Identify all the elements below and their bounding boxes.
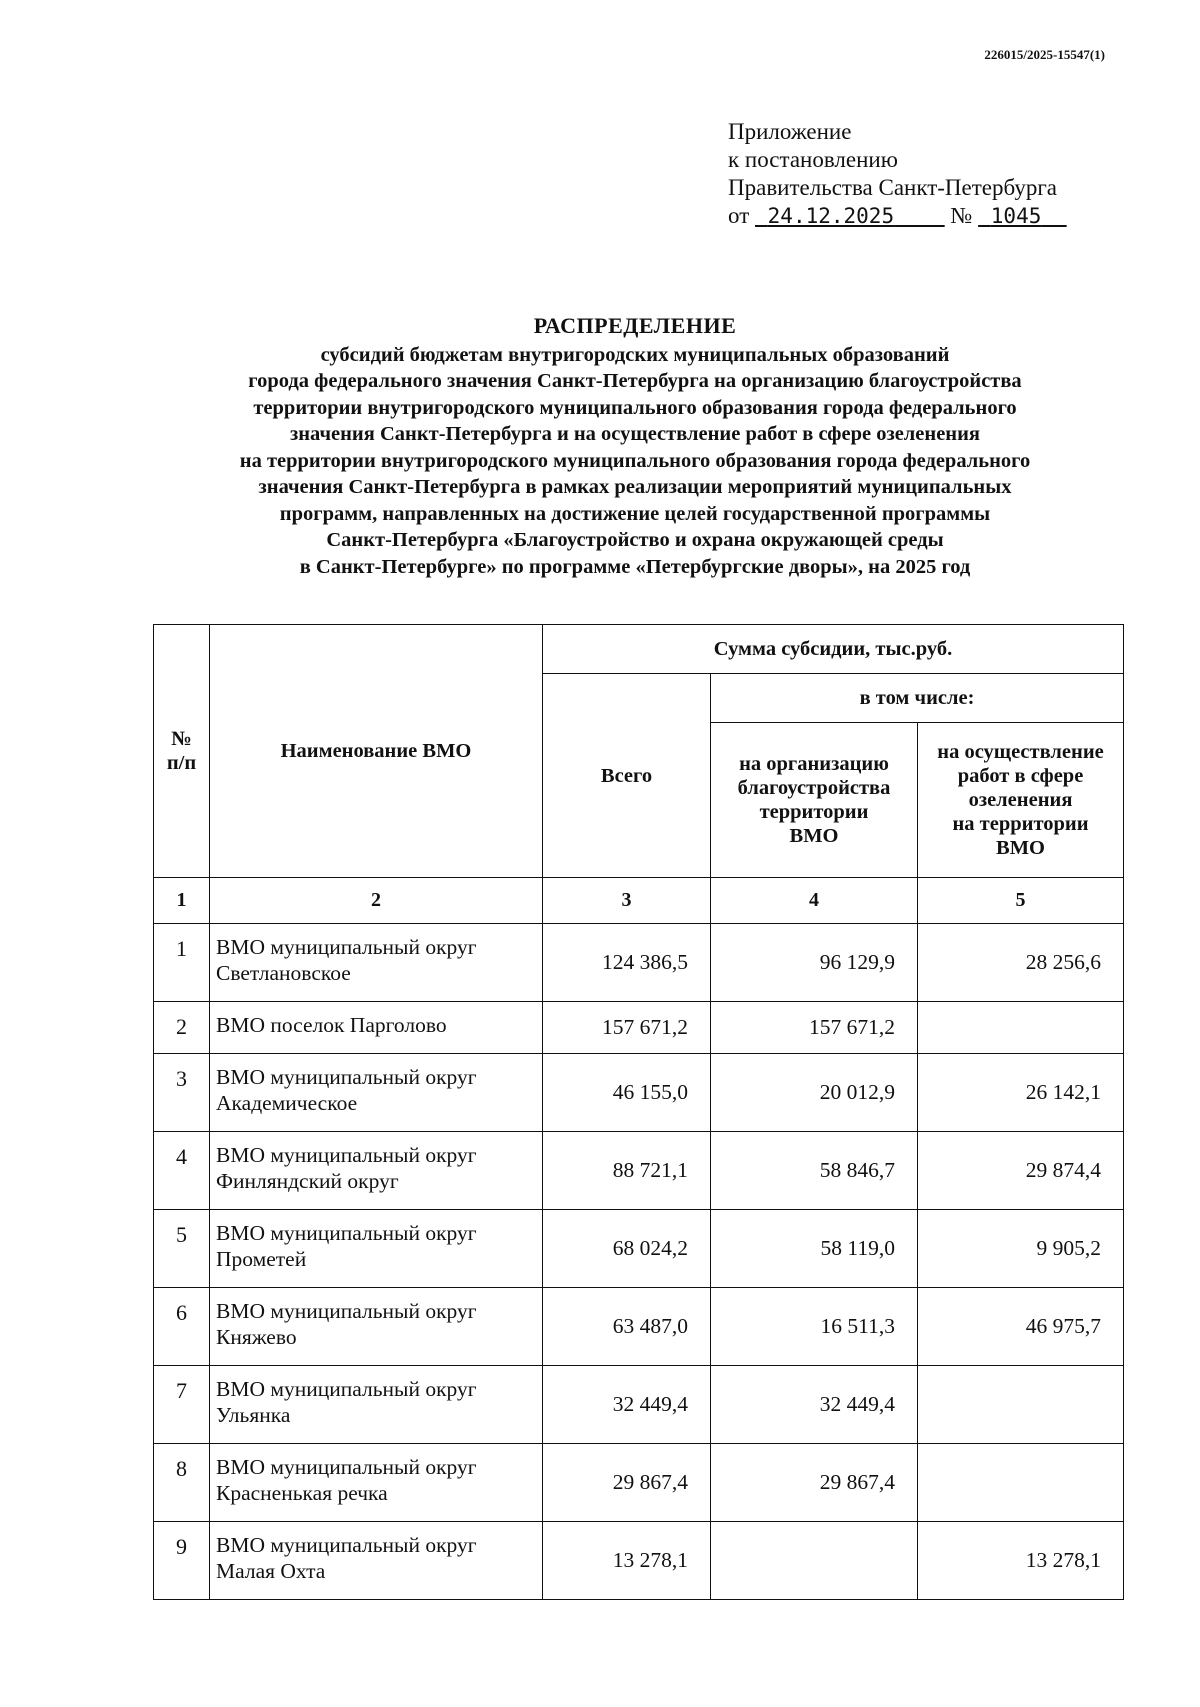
document-id: 226015/2025-15547(1) (984, 47, 1105, 62)
municipality-name: ВМО муниципальный округ Малая Охта (210, 1522, 543, 1600)
organization-amount: 32 449,4 (711, 1366, 918, 1444)
organization-amount: 58 846,7 (711, 1132, 918, 1210)
total-amount: 32 449,4 (543, 1366, 711, 1444)
municipality-name: ВМО муниципальный округ Княжево (210, 1288, 543, 1366)
appendix-line-1: Приложение (728, 119, 852, 144)
table-row (154, 1132, 1124, 1210)
municipality-name: ВМО муниципальный округ Прометей (210, 1210, 543, 1288)
index-cell: 2 (210, 878, 543, 924)
municipality-name: ВМО муниципальный округ Академическое (210, 1054, 543, 1132)
organization-amount: 96 129,9 (711, 924, 918, 1002)
greening-amount: 26 142,1 (918, 1054, 1124, 1132)
row-number: 5 (154, 1210, 210, 1288)
greening-amount: 46 975,7 (918, 1288, 1124, 1366)
header-sum: Сумма субсидии, тыс.руб. (543, 625, 1124, 674)
row-number: 1 (154, 924, 210, 1002)
row-number: 3 (154, 1054, 210, 1132)
title-line: Санкт-Петербурга «Благоустройство и охрана окружающей среды (326, 529, 944, 551)
total-amount: 29 867,4 (543, 1444, 711, 1522)
table-row (154, 1054, 1124, 1132)
title-line: значения Санкт-Петербурга и на осуществление работ в сфере озеленения (289, 423, 981, 445)
title-line: субсидий бюджетам внутригородских муниципальных образований (320, 343, 950, 366)
greening-amount: 28 256,6 (918, 924, 1124, 1002)
header-total: Всего (543, 674, 711, 878)
organization-amount: 16 511,3 (711, 1288, 918, 1366)
row-number: 4 (154, 1132, 210, 1210)
decree-date: 24.12.2025 (767, 204, 895, 228)
title-line: на территории внутригородского муниципального образования города федерального (239, 449, 1031, 472)
municipality-name: ВМО поселок Парголово (210, 1002, 543, 1054)
greening-amount: 29 874,4 (918, 1132, 1124, 1210)
appendix-block (728, 118, 1067, 230)
subsidy-table (153, 624, 1124, 1600)
title-line: в Санкт-Петербурге» по программе «Петербургские дворы», на 2025 год (299, 555, 971, 578)
table-row (154, 1002, 1124, 1054)
organization-amount: 29 867,4 (711, 1444, 918, 1522)
index-row (154, 878, 1124, 924)
appendix-date-line (728, 202, 1067, 230)
index-cell: 3 (543, 878, 711, 924)
greening-amount: 9 905,2 (918, 1210, 1124, 1288)
municipality-name: ВМО муниципальный округ Финляндский округ (210, 1132, 543, 1210)
header-including: в том числе: (711, 674, 1124, 723)
row-number: 9 (154, 1522, 210, 1600)
appendix-line-2: к постановлению (728, 147, 898, 172)
greening-amount (918, 1444, 1124, 1522)
total-amount: 46 155,0 (543, 1054, 711, 1132)
table-row (154, 1366, 1124, 1444)
organization-amount (711, 1522, 918, 1600)
title-line: значения Санкт-Петербурга в рамках реализации мероприятий муниципальных (258, 476, 1012, 498)
greening-amount: 13 278,1 (918, 1522, 1124, 1600)
row-number: 6 (154, 1288, 210, 1366)
title-main: РАСПРЕДЕЛЕНИЕ (533, 313, 737, 338)
organization-amount: 58 119,0 (711, 1210, 918, 1288)
organization-amount: 157 671,2 (711, 1002, 918, 1054)
document-title (120, 313, 1150, 580)
row-number: 8 (154, 1444, 210, 1522)
decree-number: 1045 (990, 204, 1042, 228)
row-number: 2 (154, 1002, 210, 1054)
row-number: 7 (154, 1366, 210, 1444)
municipality-name: ВМО муниципальный округ Ульянка (210, 1366, 543, 1444)
total-amount: 88 721,1 (543, 1132, 711, 1210)
table-row (154, 1444, 1124, 1522)
date-prefix: от (728, 203, 750, 228)
table-row (154, 924, 1124, 1002)
organization-amount: 20 012,9 (711, 1054, 918, 1132)
index-cell: 1 (154, 878, 210, 924)
total-amount: 124 386,5 (543, 924, 711, 1002)
table-row (154, 1522, 1124, 1600)
header-organization: на организацию благоустройства территории ВМО (711, 723, 918, 878)
header-name: Наименование ВМО (210, 625, 543, 878)
total-amount: 157 671,2 (543, 1002, 711, 1054)
appendix-line-3: Правительства Санкт-Петербурга (728, 175, 1057, 200)
municipality-name: ВМО муниципальный округ Светлановское (210, 924, 543, 1002)
header-greening: на осуществление работ в сфере озеленения на территории ВМО (918, 723, 1124, 878)
total-amount: 13 278,1 (543, 1522, 711, 1600)
total-amount: 63 487,0 (543, 1288, 711, 1366)
index-cell: 4 (711, 878, 918, 924)
greening-amount (918, 1366, 1124, 1444)
header-number: № п/п (154, 625, 210, 878)
total-amount: 68 024,2 (543, 1210, 711, 1288)
index-cell: 5 (918, 878, 1124, 924)
title-line: программ, направленных на достижение целей государственной программы (279, 502, 991, 525)
greening-amount (918, 1002, 1124, 1054)
title-line: города федерального значения Санкт-Петербурга на организацию благоустройства (248, 370, 1022, 392)
table-row (154, 1210, 1124, 1288)
municipality-name: ВМО муниципальный округ Красненькая речка (210, 1444, 543, 1522)
title-line: территории внутригородского муниципального образования города федерального (253, 396, 1017, 419)
table-row (154, 1288, 1124, 1366)
number-prefix: № (950, 203, 973, 228)
